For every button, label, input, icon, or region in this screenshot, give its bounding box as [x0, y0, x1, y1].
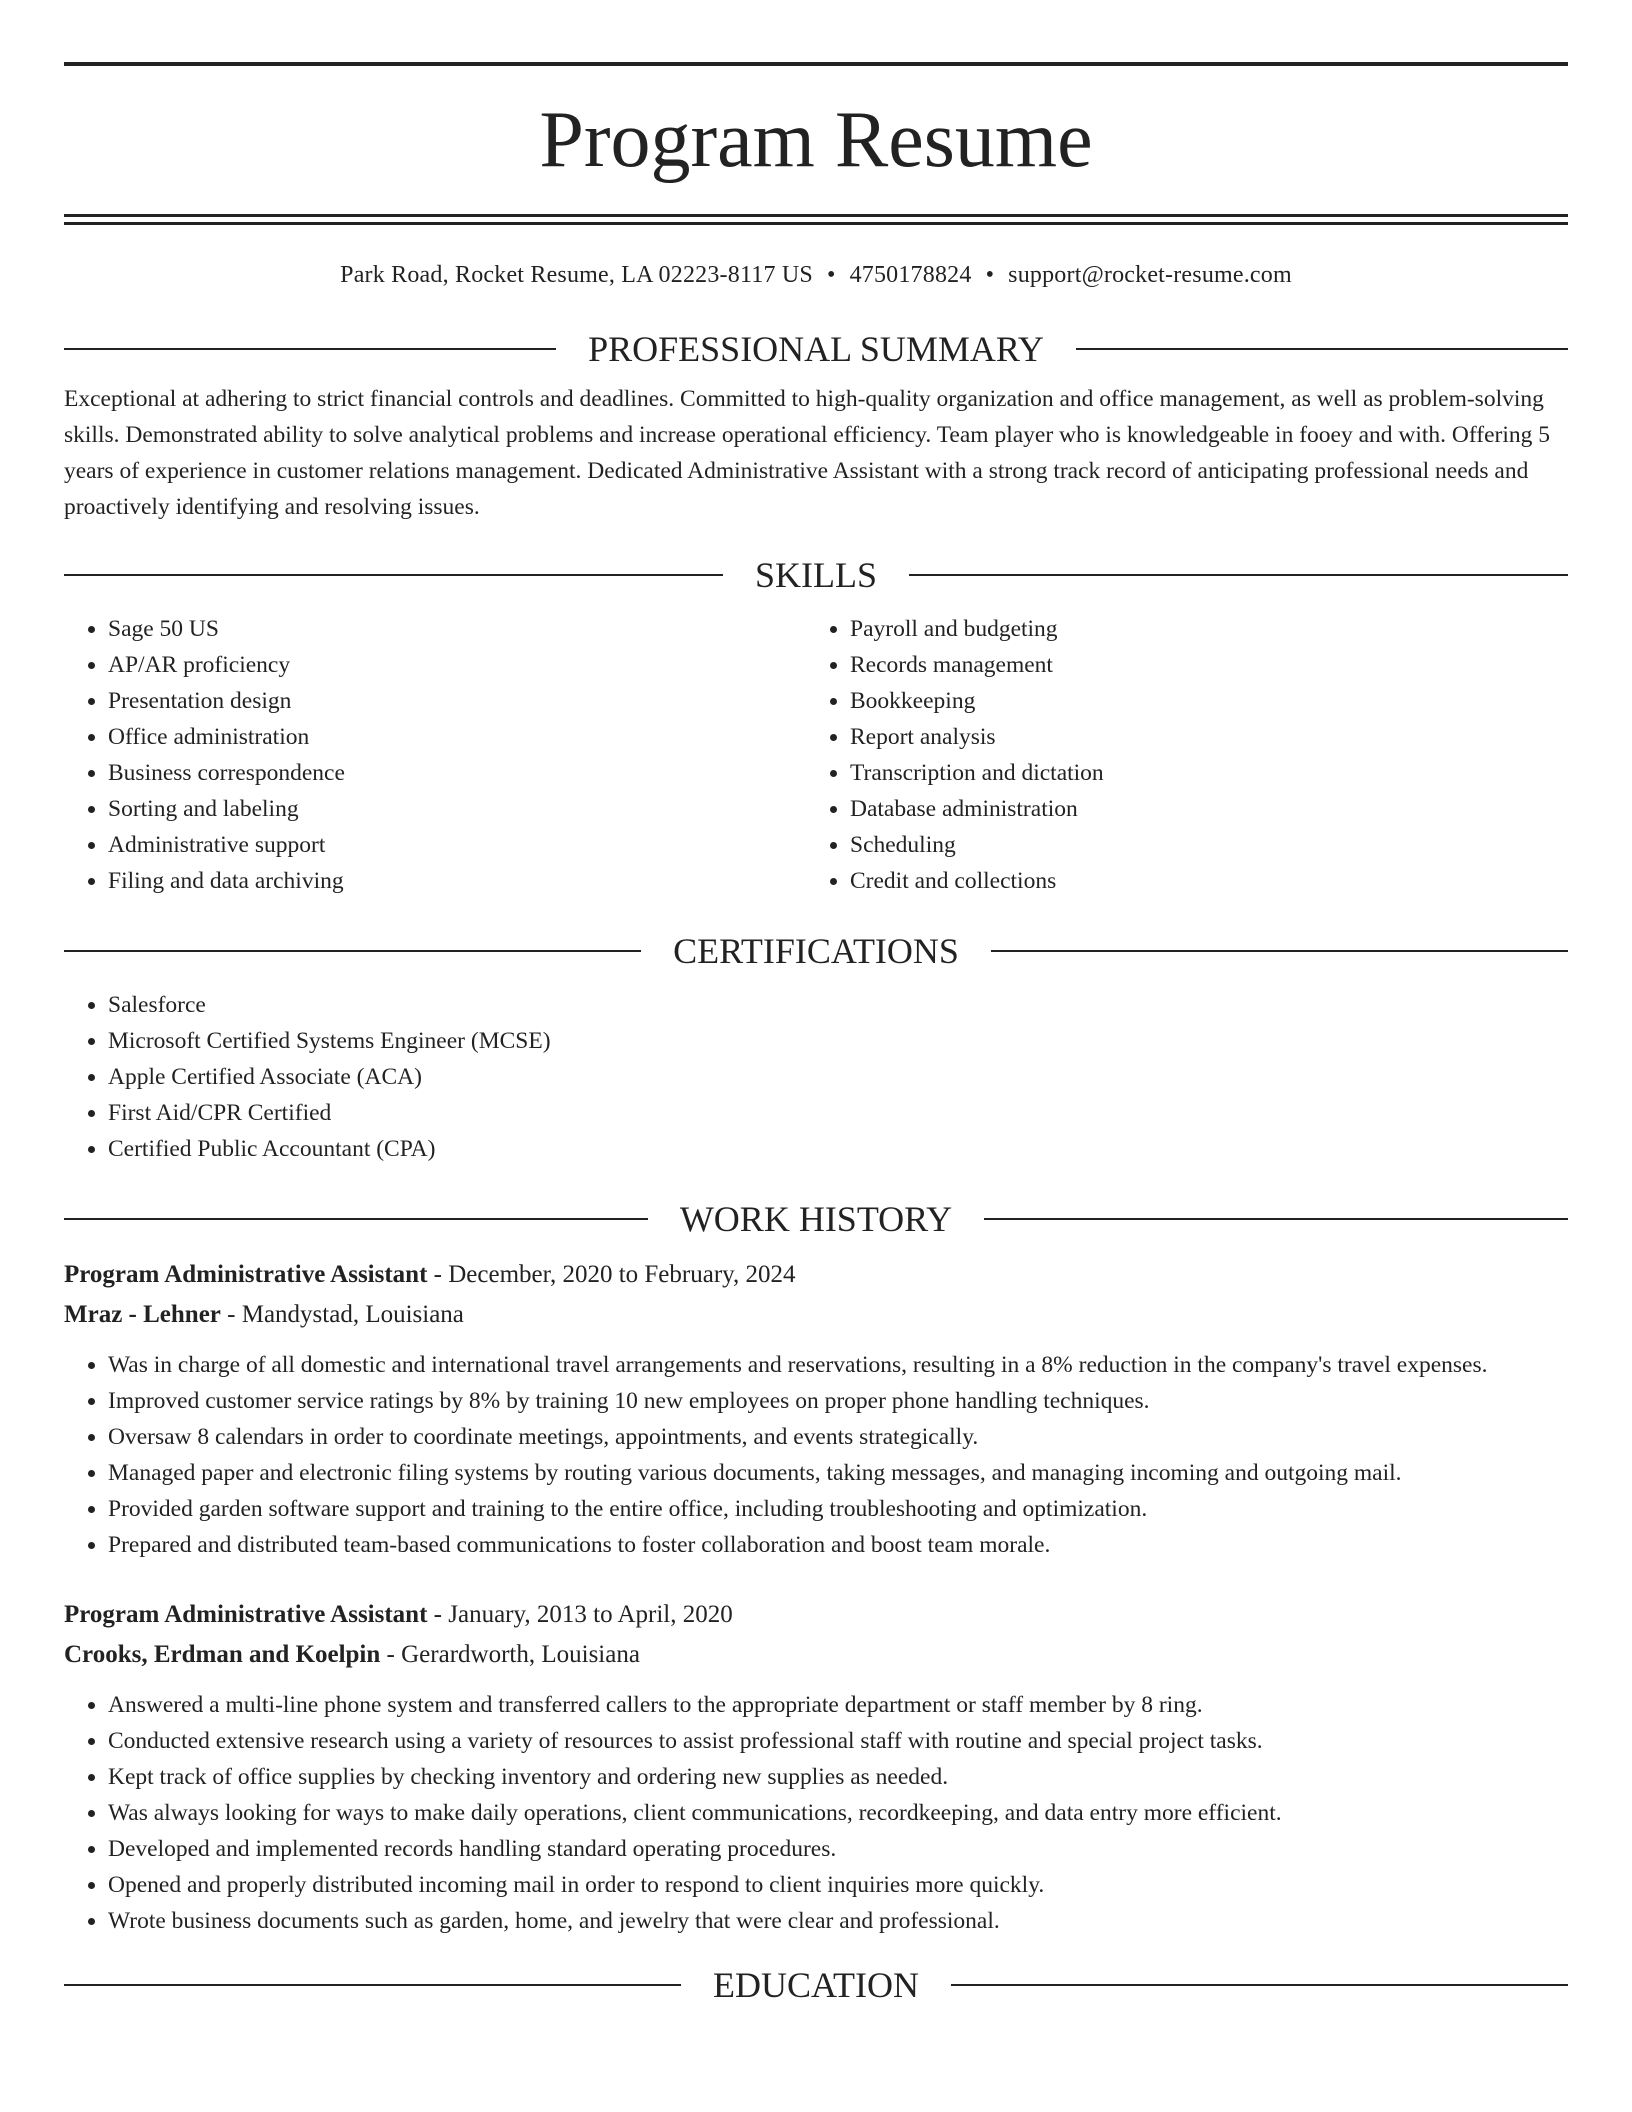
- job-location: Mandystad, Louisiana: [241, 1301, 464, 1328]
- job-bullet: • Answered a multi-line phone system and transferred callers to the appropriate department or staff member by 8 ring.: [108, 1687, 1568, 1723]
- job-bullet: • Oversaw 8 calendars in order to coordinate meetings, appointments, and events strategically.: [108, 1419, 1568, 1455]
- job-company: Mraz - Lehner: [64, 1301, 221, 1328]
- job-location: Gerardworth, Louisiana: [401, 1641, 640, 1668]
- section-heading-work-history: [64, 1201, 1568, 1237]
- job-bullet: • Provided garden software support and training to the entire office, including troubleshooting and optimization.: [108, 1491, 1568, 1527]
- section-title: SKILLS: [755, 555, 878, 595]
- list-item: • First Aid/CPR Certified: [108, 1095, 1568, 1131]
- list-item: • Apple Certified Associate (ACA): [108, 1059, 1568, 1095]
- heading-rule: [951, 1984, 1568, 1986]
- section-title: WORK HISTORY: [679, 1199, 953, 1239]
- summary-text: Exceptional at adhering to strict financial controls and deadlines. Committed to high-quality organization and office management, as well as problem-solving skills. Demonstrated ability to solve analytical problems and increase operational efficiency. Team player who is knowledgeable in fooey and with. Offering 5 years of experience in customer relations management. Dedicated Administrative Assistant with a strong track record of anticipating professional needs and proactively identifying and resolving issues.: [64, 386, 1551, 520]
- resume-title: Program Resume: [539, 96, 1093, 184]
- contact-line: [64, 263, 1568, 287]
- list-item: • Credit and collections: [850, 863, 1568, 899]
- list-item: • Presentation design: [108, 683, 806, 719]
- list-item: • Administrative support: [108, 827, 806, 863]
- list-item: • Transcription and dictation: [850, 755, 1568, 791]
- contact-separator: •: [826, 262, 836, 288]
- job-entry: [64, 1255, 1568, 1563]
- section-heading-skills: [64, 557, 1568, 593]
- job-bullets: [64, 1347, 1568, 1563]
- job-title-line: [64, 1255, 1568, 1295]
- heading-rule: [984, 1218, 1568, 1220]
- work-history-list: [64, 1255, 1568, 1939]
- section-title: EDUCATION: [713, 1965, 919, 2005]
- job-entry: [64, 1595, 1568, 1939]
- heading-rule: [1076, 348, 1568, 350]
- heading-rule: [64, 1984, 681, 1986]
- job-bullet: • Managed paper and electronic filing systems by routing various documents, taking messages, and managing incoming and outgoing mail.: [108, 1455, 1568, 1491]
- section-heading-education: [64, 1967, 1568, 2003]
- list-item: • Scheduling: [850, 827, 1568, 863]
- list-item: • Report analysis: [850, 719, 1568, 755]
- section-title: PROFESSIONAL SUMMARY: [588, 329, 1044, 369]
- list-item: • Sorting and labeling: [108, 791, 806, 827]
- job-dates: December, 2020 to February, 2024: [448, 1261, 796, 1288]
- heading-rule: [991, 950, 1568, 952]
- heading-rule: [64, 1218, 648, 1220]
- list-item: • Office administration: [108, 719, 806, 755]
- certifications-list: [64, 987, 1568, 1167]
- job-separator: -: [427, 1601, 449, 1628]
- list-item: • AP/AR proficiency: [108, 647, 806, 683]
- contact-separator: •: [985, 262, 995, 288]
- job-bullet: • Kept track of office supplies by checking inventory and ordering new supplies as needed.: [108, 1759, 1568, 1795]
- job-bullet: • Was always looking for ways to make daily operations, client communications, recordkeeping, and data entry more efficient.: [108, 1795, 1568, 1831]
- skills-column-right: [806, 611, 1568, 899]
- list-item: • Business correspondence: [108, 755, 806, 791]
- list-item: • Records management: [850, 647, 1568, 683]
- list-item: • Certified Public Accountant (CPA): [108, 1131, 1568, 1167]
- section-title: CERTIFICATIONS: [673, 931, 959, 971]
- job-separator: -: [220, 1301, 242, 1328]
- job-bullet: • Conducted extensive research using a variety of resources to assist professional staff with routine and special project tasks.: [108, 1723, 1568, 1759]
- heading-rule: [64, 950, 641, 952]
- contact-email: support@rocket-resume.com: [1008, 262, 1292, 288]
- heading-rule: [64, 574, 723, 576]
- list-item: • Filing and data archiving: [108, 863, 806, 899]
- job-separator: -: [380, 1641, 402, 1668]
- job-title: Program Administrative Assistant: [64, 1601, 428, 1628]
- job-title-line: [64, 1595, 1568, 1635]
- list-item: • Microsoft Certified Systems Engineer (MCSE): [108, 1023, 1568, 1059]
- contact-phone: 4750178824: [849, 262, 972, 288]
- job-bullet: • Prepared and distributed team-based communications to foster collaboration and boost team morale.: [108, 1527, 1568, 1563]
- skills-list-left: [64, 611, 806, 899]
- skills-grid: [64, 611, 1568, 899]
- job-bullet: • Wrote business documents such as garden, home, and jewelry that were clear and professional.: [108, 1903, 1568, 1939]
- job-dates: January, 2013 to April, 2020: [448, 1601, 733, 1628]
- contact-address: Park Road, Rocket Resume, LA 02223-8117 US: [340, 262, 813, 288]
- skills-column-left: [64, 611, 806, 899]
- job-bullets: [64, 1687, 1568, 1939]
- job-separator: -: [427, 1261, 449, 1288]
- job-bullet: • Was in charge of all domestic and international travel arrangements and reservations, resulting in a 8% reduction in the company's travel expenses.: [108, 1347, 1568, 1383]
- section-heading-summary: [64, 331, 1568, 367]
- job-bullet: • Improved customer service ratings by 8% by training 10 new employees on proper phone handling techniques.: [108, 1383, 1568, 1419]
- section-heading-certifications: [64, 933, 1568, 969]
- list-item: • Bookkeeping: [850, 683, 1568, 719]
- list-item: • Sage 50 US: [108, 611, 806, 647]
- job-company-line: [64, 1295, 1568, 1335]
- certifications-block: [64, 987, 1568, 1167]
- title-double-rule: [64, 214, 1568, 225]
- skills-list-right: [806, 611, 1568, 899]
- job-bullet: • Developed and implemented records handling standard operating procedures.: [108, 1831, 1568, 1867]
- job-bullet: • Opened and properly distributed incoming mail in order to respond to client inquiries more quickly.: [108, 1867, 1568, 1903]
- job-title: Program Administrative Assistant: [64, 1261, 428, 1288]
- list-item: • Database administration: [850, 791, 1568, 827]
- heading-rule: [909, 574, 1568, 576]
- job-company-line: [64, 1635, 1568, 1675]
- job-company: Crooks, Erdman and Koelpin: [64, 1641, 381, 1668]
- list-item: • Payroll and budgeting: [850, 611, 1568, 647]
- list-item: • Salesforce: [108, 987, 1568, 1023]
- heading-rule: [64, 348, 556, 350]
